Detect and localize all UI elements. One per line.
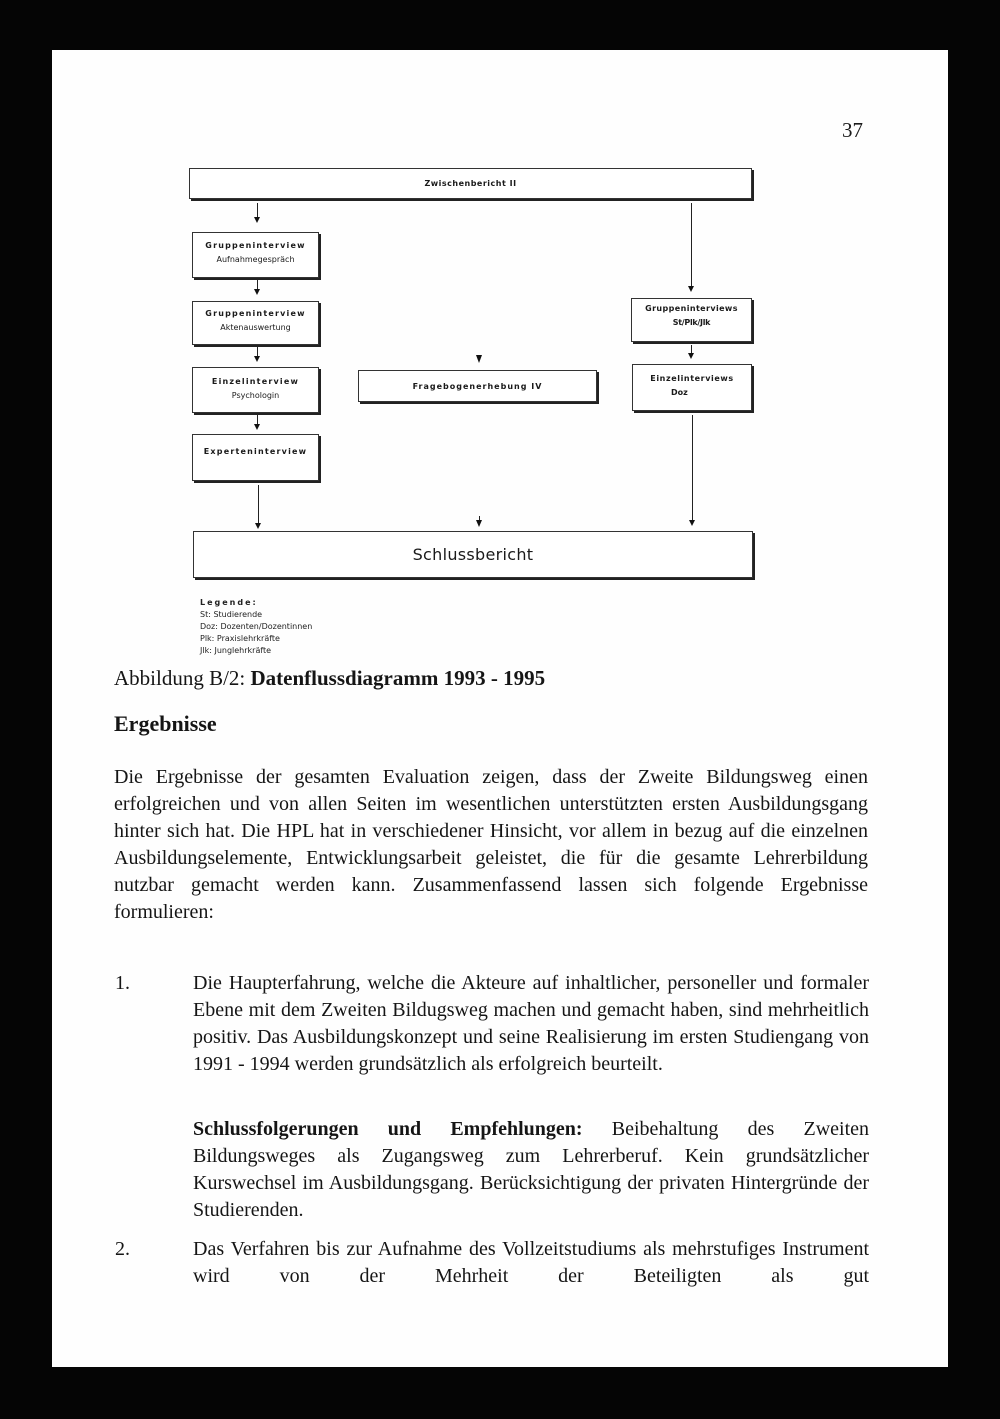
intro-paragraph: Die Ergebnisse der gesamten Evaluation zeigen, dass der Zweite Bildungsweg einen erfolgreichen und von allen Seiten im wesentlichen unterstützten ersten Ausbildungsgang hinter sich hat. Die HPL hat in verschiedener Hinsicht, vor allem in bezug auf die einzelnen Ausbildungselemente, Entwicklungsarbeit geleistet, die für die gesamte Lehrerbildung nutzbar gemacht werden kann. Zusammenfassend lassen sich folgende Ergebnisse formulieren: [114, 766, 868, 923]
box-fragebogenerhebung: Fragebogenerhebung IV [358, 370, 597, 402]
box-left-1: Gruppeninterview Aufnahmegespräch [192, 232, 319, 278]
diagram-legend [200, 597, 312, 657]
section-heading: Ergebnisse [114, 711, 217, 736]
recommendation-text: Beibehaltung des Zweiten Bildungsweges als Zugangsweg zum Lehrerberuf. Kein grundsätzlicher Kurswechsel im Ausbildungsgang. Berücksichtigung der privaten Hintergründe der Studierenden. [193, 1118, 870, 1221]
connector-line [257, 415, 258, 424]
recommendation-label: Schlussfolgerungen und Empfehlungen: [193, 1118, 583, 1140]
legend-title: Legende: [200, 598, 258, 607]
connector-line [257, 203, 258, 217]
arrow-down-icon [254, 217, 260, 223]
page-number: 37 [842, 118, 863, 142]
arrow-down-icon [254, 424, 260, 430]
connector-line [258, 485, 259, 523]
data-flow-diagram [52, 50, 948, 670]
item-text: Das Verfahren bis zur Aufnahme des Vollzeitstudiums als mehrstufiges Instrument wird von der Mehrheit der Beteiligten als gut [193, 1238, 869, 1287]
connector-line [257, 347, 258, 356]
arrow-down-icon [476, 355, 482, 363]
connector-line [691, 203, 692, 286]
box-right-2: Einzelinterviews Doz [632, 364, 752, 411]
connector-line [692, 415, 693, 521]
arrow-down-icon [688, 353, 694, 359]
caption-title: Datenflussdiagramm 1993 - 1995 [250, 666, 546, 690]
item-number: 1. [115, 972, 130, 994]
legend-entry: Doz: Dozenten/Dozentinnen [200, 622, 313, 631]
arrow-down-icon [689, 520, 695, 526]
box-left-4: Experteninterview [192, 434, 319, 481]
item-text: Die Haupterfahrung, welche die Akteure auf inhaltlicher, personeller und formaler Ebene mit dem Zweiten Bildugsweg machen und gemacht haben, sind mehrheitlich positiv. Das Ausbildungskonzept und seine Realisierung im ersten Studiengang von 1991 - 1994 werden grundsätzlich als erfolgreich beurteilt. [193, 972, 869, 1075]
box-left-2: Gruppeninterview Aktenauswertung [192, 301, 319, 345]
connector-line [691, 345, 692, 353]
document-page [52, 50, 948, 1367]
box-zwischenbericht: Zwischenbericht II [189, 168, 752, 199]
legend-entry: Plk: Praxislehrkräfte [200, 634, 280, 643]
box-right-1: Gruppeninterviews St/Plk/Jlk [631, 298, 752, 342]
item-recommendation [193, 1116, 869, 1224]
figure-caption [114, 666, 545, 691]
caption-prefix: Abbildung B/2: [114, 666, 251, 690]
item-number: 2. [115, 1238, 130, 1260]
legend-entry: St: Studierende [200, 610, 263, 619]
arrow-down-icon [254, 356, 260, 362]
arrow-down-icon [255, 523, 261, 529]
arrow-down-icon [688, 286, 694, 292]
box-schlussbericht: Schlussbericht [193, 531, 753, 578]
arrow-down-icon [254, 289, 260, 295]
connector-line [257, 280, 258, 289]
list-item-2 [115, 1236, 869, 1296]
arrow-down-icon [476, 520, 482, 527]
list-item-1 [115, 970, 869, 1230]
box-left-3: Einzelinterview Psychologin [192, 367, 319, 413]
legend-entry: Jlk: Junglehrkräfte [200, 646, 272, 655]
